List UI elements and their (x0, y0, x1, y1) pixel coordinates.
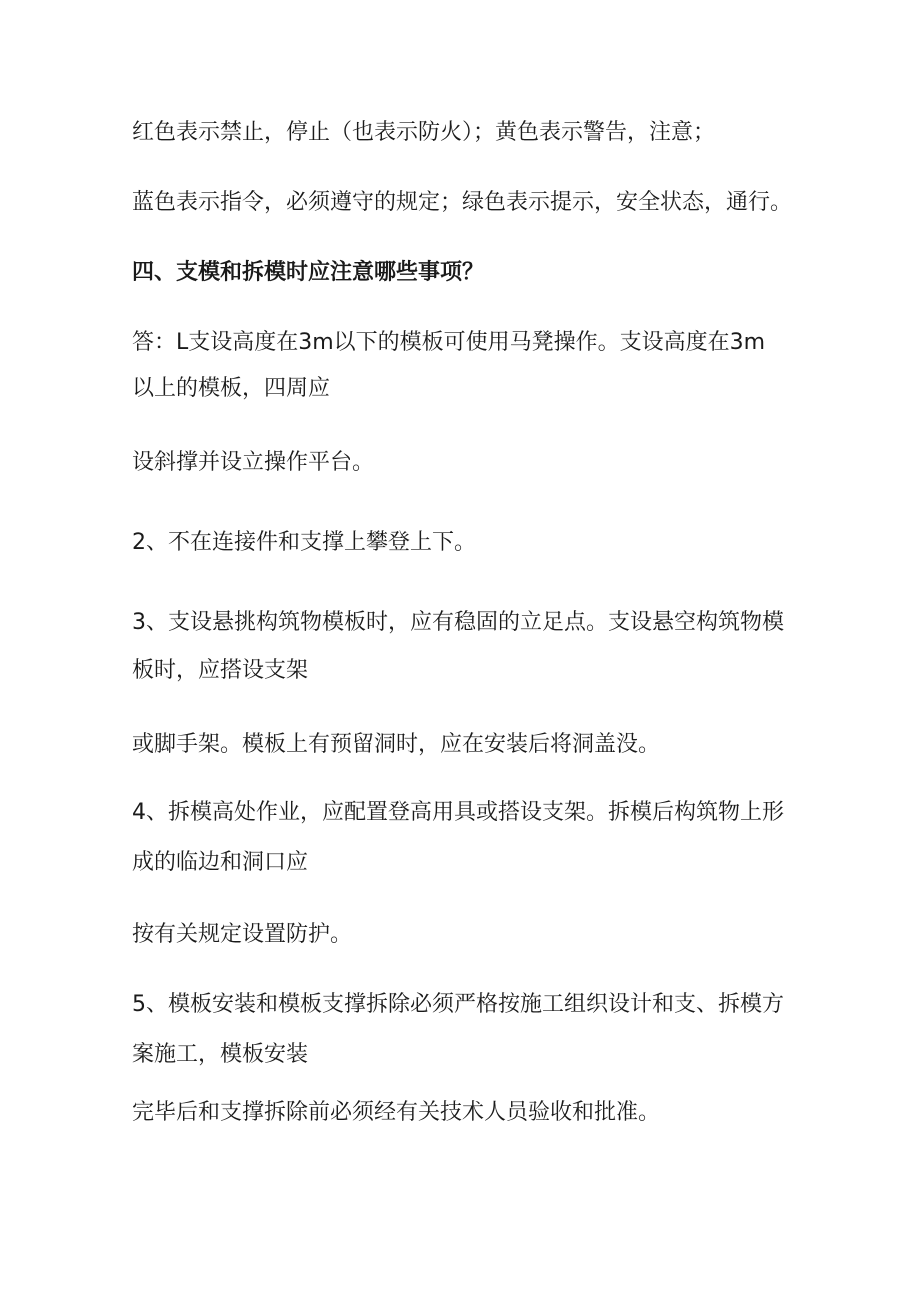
answer-item-5-line-1: 5、模板安装和模板支撑拆除必须严格按施工组织设计和支、拆模方 (132, 992, 784, 1017)
answer-item-5-line-2: 案施工，模板安装 (132, 1042, 309, 1067)
answer-item-4-line-1: 4、拆模高处作业，应配置登高用具或搭设支架。拆模后构筑物上形 (132, 800, 784, 825)
answer-item-5-line-3: 完毕后和支撑拆除前必须经有关技术人员验收和批准。 (132, 1100, 661, 1125)
paragraph-color-meaning-red-yellow: 红色表示禁止，停止（也表示防火）；黄色表示警告，注意； (132, 120, 716, 145)
answer-item-4-line-2: 成的临边和洞口应 (132, 850, 309, 875)
section-heading-formwork: 四、支模和拆模时应注意哪些事项？ (132, 260, 485, 285)
answer-item-1-line-2: 以上的模板，四周应 (132, 376, 331, 401)
answer-item-3-line-1: 3、支设悬挑构筑物模板时，应有稳固的立足点。支设悬空构筑物模 (132, 610, 784, 635)
answer-item-3-line-2: 板时，应搭设支架 (132, 658, 309, 683)
answer-item-1-line-3: 设斜撑并设立操作平台。 (132, 450, 375, 475)
answer-item-4-line-3: 按有关规定设置防护。 (132, 922, 353, 947)
answer-item-2: 2、不在连接件和支撑上攀登上下。 (132, 530, 476, 555)
paragraph-color-meaning-blue-green: 蓝色表示指令，必须遵守的规定；绿色表示提示，安全状态，通行。 (132, 190, 793, 215)
answer-item-3-line-3: 或脚手架。模板上有预留洞时，应在安装后将洞盖没。 (132, 732, 661, 757)
answer-item-1-line-1: 答：L支设高度在3m以下的模板可使用马凳操作。支设高度在3m (132, 330, 766, 355)
